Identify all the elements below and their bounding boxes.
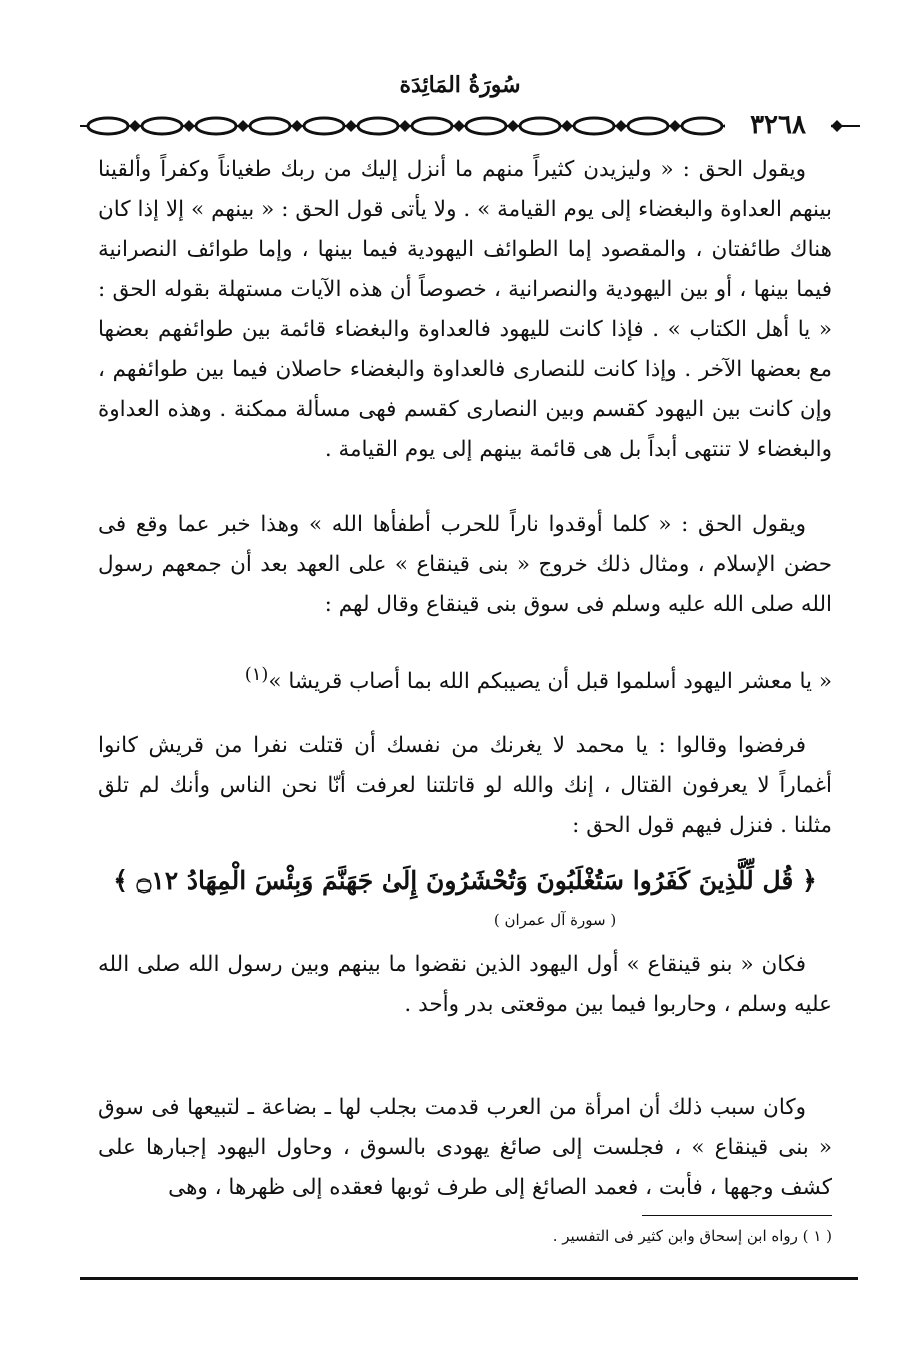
chain-diamond — [831, 120, 843, 132]
prophet-quote — [98, 655, 832, 702]
chain-diamond — [399, 120, 411, 132]
paragraph-5 — [98, 1088, 832, 1208]
chain-diamond — [669, 120, 681, 132]
footnote-ref: (١) — [244, 664, 269, 685]
chain-oval — [358, 118, 398, 134]
chain-diamond — [453, 120, 465, 132]
chain-oval — [574, 118, 614, 134]
paragraph-1 — [98, 150, 832, 470]
paragraph-3-text: فرفضوا وقالوا : يا محمد لا يغرنك من نفسك أن قتلت نفرا من قريش كانوا أغماراً لا يعرفون القتال ، إنك والله لو قاتلتنا لعرفت أنّا نحن الناس وأنك لم تلق مثلنا . فنزل فيهم قول الحق : — [98, 733, 832, 838]
paragraph-2-text: ويقول الحق : « كلما أوقدوا ناراً للحرب أطفأها الله » وهذا خبر عما وقع فى حضن الإسلام ، ومثال ذلك خروج « بنى قينقاع » على العهد بعد أن جمعهم رسول الله صلى الله عليه وسلم فى سوق بنى قينقاع وقال لهم : — [98, 512, 832, 617]
chain-oval — [250, 118, 290, 134]
chain-diamond — [129, 120, 141, 132]
paragraph-4-text: فكان « بنو قينقاع » أول اليهود الذين نقضوا ما بينهم وبين رسول الله صلى الله عليه وسلم ، وحاربوا فيما بين موقعتى بدر وأحد . — [98, 952, 832, 1017]
bottom-rule — [80, 1277, 858, 1280]
chain-oval — [412, 118, 452, 134]
quran-verse: ﴿ قُل لِّلَّذِينَ كَفَرُوا سَتُغْلَبُونَ وَتُحْشَرُونَ إِلَىٰ جَهَنَّمَ وَبِئْسَ الْمِهَادُ ۝١٢ ﴾ — [113, 866, 817, 895]
paragraph-5-text: وكان سبب ذلك أن امرأة من العرب قدمت بجلب لها ـ بضاعة ـ لتبيعها فى سوق « بنى قينقاع » ، فجلست إلى صائغ يهودى بالسوق ، وحاول اليهود إجبارها على كشف وجهها ، فأبت ، فعمد الصائغ إلى طرف ثوبها فعقده إلى ظهرها ، وهى — [98, 1095, 832, 1200]
chain-oval — [466, 118, 506, 134]
verse-source: ( سورة آل عمران ) — [493, 911, 617, 929]
chain-diamond — [291, 120, 303, 132]
chain-oval — [628, 118, 668, 134]
chain-oval — [88, 118, 128, 134]
quote-text: « يا معشر اليهود أسلموا قبل أن يصيبكم الله بما أصاب قريشا » — [268, 669, 832, 695]
chain-diamond — [561, 120, 573, 132]
chain-diamond — [345, 120, 357, 132]
chain-diamond — [237, 120, 249, 132]
chain-oval — [520, 118, 560, 134]
chain-oval — [304, 118, 344, 134]
chain-oval — [142, 118, 182, 134]
footnote-divider — [642, 1215, 832, 1216]
footnote: ( ١ ) رواه ابن إسحاق وابن كثير فى التفسير . — [552, 1227, 832, 1245]
paragraph-2 — [98, 505, 832, 625]
surah-title: سُورَةُ المَائِدَة — [399, 72, 521, 98]
paragraph-1-text: ويقول الحق : « وليزيدن كثيراً منهم ما أنزل إليك من ربك طغياناً وكفراً وألقينا بينهم العداوة والبغضاء إلى يوم القيامة » . ولا يأتى قول الحق : « بينهم » إلا إذا كان هناك طائفتان ، والمقصود إما الطوائف اليهودية فيما بينها ، وإما طوائف النصرانية فيما بينها ، أو بين اليهودية والنصرانية ، خصوصاً أن هذه الآيات مستهلة بقوله الحق : « يا أهل الكتاب » . فإذا كانت لليهود فالعداوة والبغضاء قائمة بين طوائفهم بعضها مع بعضها الآخر . وإذا كانت للنصارى فالعداوة والبغضاء حاصلان فيما بين طوائفهم ، وإن كانت بين اليهود كقسم وبين النصارى كقسم فهى مسألة ممكنة . وهذه العداوة والبغضاء لا تنتهى أبداً بل هى قائمة بينهم إلى يوم القيامة . — [98, 157, 832, 462]
page-number: ٣٢٦٨ — [725, 110, 831, 140]
chain-diamond — [183, 120, 195, 132]
chain-diamond — [507, 120, 519, 132]
chain-oval — [196, 118, 236, 134]
chain-oval — [682, 118, 722, 134]
chain-diamond — [615, 120, 627, 132]
paragraph-3 — [98, 726, 832, 846]
paragraph-4 — [98, 945, 832, 1025]
